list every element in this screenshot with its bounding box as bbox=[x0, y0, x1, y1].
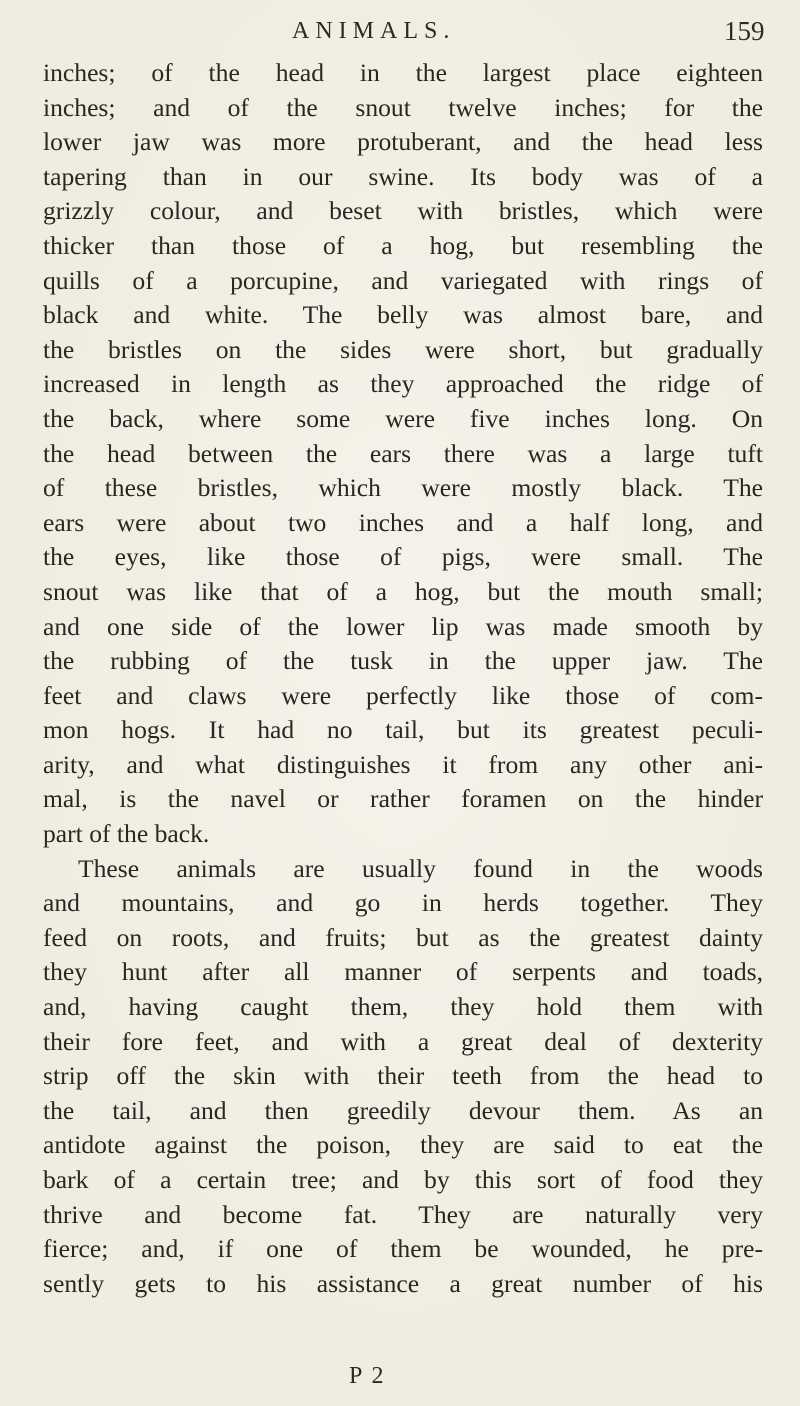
text-line: grizzly colour, and beset with bristles, which were bbox=[43, 196, 763, 226]
text-line: they hunt after all manner of serpents and toads, bbox=[43, 957, 763, 987]
text-line: thicker than those of a hog, but resembling the bbox=[43, 230, 763, 260]
running-title: ANIMALS. bbox=[292, 18, 456, 44]
text-line: mon hogs. It had no tail, but its greatest peculi- bbox=[43, 715, 763, 745]
text-line: their fore feet, and with a great deal of dexterity bbox=[43, 1026, 763, 1056]
text-line: feed on roots, and fruits; but as the greatest dainty bbox=[43, 922, 763, 952]
paragraph-2 bbox=[43, 852, 763, 1302]
text-line: sently gets to his assistance a great number of his bbox=[43, 1268, 763, 1298]
text-line: inches; and of the snout twelve inches; for the bbox=[43, 92, 763, 122]
running-head bbox=[0, 12, 800, 52]
body-text bbox=[43, 56, 763, 1301]
text-line: snout was like that of a hog, but the mouth small; bbox=[43, 576, 763, 606]
text-line: tapering than in our swine. Its body was of a bbox=[43, 161, 763, 191]
text-line: the back, where some were five inches long. On bbox=[43, 403, 763, 433]
text-line: and one side of the lower lip was made smooth by bbox=[43, 611, 763, 641]
text-line: and mountains, and go in herds together. They bbox=[43, 888, 763, 918]
text-line: the head between the ears there was a large tuft bbox=[43, 438, 763, 468]
text-line: ears were about two inches and a half long, and bbox=[43, 507, 763, 537]
printer-signature-mark: P 2 bbox=[349, 1363, 386, 1389]
text-line: increased in length as they approached the ridge of bbox=[43, 369, 763, 399]
text-line: arity, and what distinguishes it from any other ani- bbox=[43, 749, 763, 779]
text-line: bark of a certain tree; and by this sort of food they bbox=[43, 1165, 763, 1194]
page-number: 159 bbox=[724, 16, 765, 46]
text-line: mal, is the navel or rather foramen on the hinder bbox=[43, 784, 763, 814]
text-line: feet and claws were perfectly like those of com- bbox=[43, 680, 763, 710]
text-line: fierce; and, if one of them be wounded, he pre- bbox=[43, 1234, 763, 1264]
text-line: the tail, and then greedily devour them. As an bbox=[43, 1095, 763, 1125]
text-line: quills of a porcupine, and variegated with rings of bbox=[43, 265, 763, 295]
text-line: antidote against the poison, they are said to eat the bbox=[43, 1130, 763, 1160]
text-line: part of the back. bbox=[43, 819, 210, 849]
text-line: of these bristles, which were mostly black. The bbox=[43, 473, 763, 503]
text-line: the rubbing of the tusk in the upper jaw. The bbox=[43, 646, 763, 676]
text-line: thrive and become fat. They are naturally very bbox=[43, 1199, 763, 1229]
text-line: strip off the skin with their teeth from the head to bbox=[43, 1061, 763, 1091]
paragraph-1 bbox=[43, 56, 763, 852]
text-line: the eyes, like those of pigs, were small. The bbox=[43, 542, 763, 572]
text-line: the bristles on the sides were short, but gradually bbox=[43, 334, 763, 364]
text-line: and, having caught them, they hold them with bbox=[43, 992, 763, 1022]
text-line: lower jaw was more protuberant, and the head less bbox=[43, 127, 763, 157]
text-line: inches; of the head in the largest place eighteen bbox=[43, 58, 763, 87]
text-line: black and white. The belly was almost bare, and bbox=[43, 300, 763, 330]
text-line: These animals are usually found in the woods bbox=[78, 853, 763, 883]
